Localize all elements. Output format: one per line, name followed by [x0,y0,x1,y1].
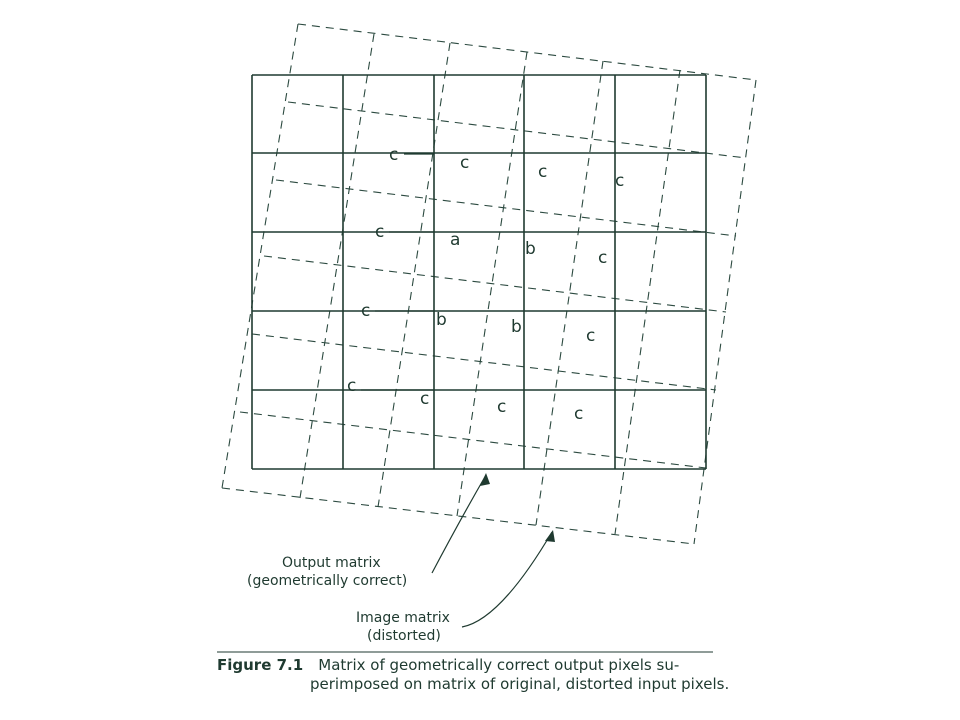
caption-line-1: Matrix of geometrically correct output pixels su- [318,656,680,674]
image-matrix-label: Image matrix [356,610,450,626]
image-col-line-0 [222,24,298,488]
label-c-7: c [361,301,371,321]
label-c-3: c [538,162,548,182]
label-c-9: c [347,376,357,396]
output-matrix-label: Output matrix [282,555,381,571]
label-c-1: c [389,145,399,165]
label-c-12: c [574,404,584,424]
output-matrix-sublabel: (geometrically correct) [247,573,408,589]
label-c-11: c [497,397,507,417]
label-a: a [450,230,461,250]
label-b-3: b [511,317,522,337]
image-row-line-6 [222,488,694,544]
figure-number: Figure 7.1 [217,656,304,674]
image-col-line-4 [536,61,603,525]
image-matrix-sublabel: (distorted) [367,628,441,644]
image-arrow-line [462,532,552,627]
image-col-line-5 [615,70,680,534]
output-arrowhead [480,473,490,486]
label-c-10: c [420,389,430,409]
label-c-4: c [615,171,625,191]
caption-line-2: perimposed on matrix of original, distorted input pixels. [310,675,730,693]
output-arrow-line [432,475,486,573]
image-col-line-1 [300,34,374,498]
output-matrix-correct [252,75,706,469]
image-row-line-5 [240,412,706,468]
label-c-8: c [586,326,596,346]
image-matrix-distorted [222,24,756,544]
image-arrowhead [545,530,555,542]
figure-caption [217,655,679,674]
label-c-2: c [460,153,470,173]
label-b-2: b [436,310,447,330]
image-row-line-2 [276,180,736,236]
image-col-line-2 [378,43,450,507]
image-row-line-4 [252,334,716,390]
label-c-6: c [598,248,608,268]
label-b-1: b [525,239,536,259]
image-row-line-1 [288,102,746,158]
label-c-5: c [375,222,385,242]
pixel-labels [347,145,624,424]
image-callout-arrow [462,530,555,627]
